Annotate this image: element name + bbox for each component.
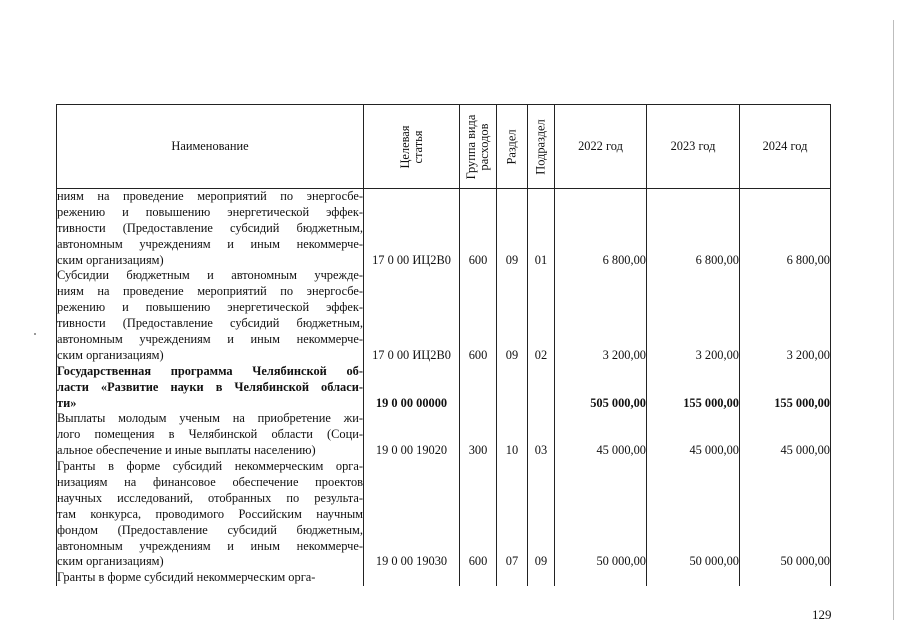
header-section-label: Раздел: [504, 128, 519, 165]
row-amount-2023: [647, 570, 740, 586]
row-amount-2022: 505 000,00: [555, 364, 647, 412]
row-amount-2024: 6 800,00: [740, 189, 831, 269]
row-name-line: Государственная программа Челябинской об-: [57, 363, 363, 378]
row-name-line: ниям на проведение мероприятий по энергосбе-: [57, 284, 363, 299]
row-expense-group: [460, 364, 497, 412]
header-expense-group-label: Группа вида расходов: [464, 114, 491, 179]
row-name-line: режению и повышению энергетической эффек-: [57, 300, 363, 315]
table-row: [57, 364, 831, 412]
header-target-article: [364, 105, 460, 189]
table-row: [57, 459, 831, 570]
row-subsection: 02: [528, 268, 555, 363]
row-name-line: лого помещения в Челябинской области (Соци-: [57, 427, 363, 442]
header-year-2024: 2024 год: [740, 105, 831, 189]
row-amount-2024: 155 000,00: [740, 364, 831, 412]
row-amount-2023: 155 000,00: [647, 364, 740, 412]
row-amount-2022: 50 000,00: [555, 459, 647, 570]
row-section: [497, 364, 528, 412]
row-name: [57, 570, 364, 586]
row-name-line: автономным учреждениям и иным некоммерче-: [57, 332, 363, 347]
row-subsection: [528, 364, 555, 412]
row-amount-2024: 3 200,00: [740, 268, 831, 363]
row-target-article: 17 0 00 ИЦ2В0: [364, 268, 460, 363]
row-name-line: Гранты в форме субсидий некоммерческим орга-: [57, 570, 316, 585]
row-name-line: тивности (Предоставление субсидий бюджетным,: [57, 220, 363, 235]
row-amount-2023: 6 800,00: [647, 189, 740, 269]
row-subsection: 03: [528, 411, 555, 459]
header-subsection: [528, 105, 555, 189]
row-name-line: Субсидии бюджетным и автономным учрежде-: [57, 268, 363, 283]
page-edge-line: [893, 20, 894, 620]
row-amount-2024: 45 000,00: [740, 411, 831, 459]
row-expense-group: 300: [460, 411, 497, 459]
budget-table: [56, 104, 831, 586]
header-year-2023: 2023 год: [647, 105, 740, 189]
row-subsection: 01: [528, 189, 555, 269]
row-section: 10: [497, 411, 528, 459]
row-section: 09: [497, 268, 528, 363]
scan-speck: [34, 333, 36, 335]
header-section: [497, 105, 528, 189]
table-row: [57, 189, 831, 269]
page-number: 129: [812, 607, 832, 622]
row-name-line: фондом (Предоставление субсидий бюджетным,: [57, 522, 363, 537]
row-expense-group: 600: [460, 189, 497, 269]
header-subsection-label: Подраздел: [533, 118, 548, 175]
row-target-article: 17 0 00 ИЦ2В0: [364, 189, 460, 269]
row-name-line: научных исследований, отобранных по результа-: [57, 490, 363, 505]
table-row: [57, 268, 831, 363]
row-name-line: ским организациям): [57, 347, 164, 362]
row-subsection: 09: [528, 459, 555, 570]
row-amount-2024: 50 000,00: [740, 459, 831, 570]
row-name-line: Выплаты молодым ученым на приобретение жи-: [57, 411, 363, 426]
row-amount-2022: 6 800,00: [555, 189, 647, 269]
row-amount-2024: [740, 570, 831, 586]
row-section: 09: [497, 189, 528, 269]
row-expense-group: [460, 570, 497, 586]
row-target-article: 19 0 00 00000: [364, 364, 460, 412]
row-name: [57, 189, 364, 269]
row-name: [57, 364, 364, 412]
row-amount-2022: [555, 570, 647, 586]
row-expense-group: 600: [460, 268, 497, 363]
row-section: [497, 570, 528, 586]
row-name: [57, 411, 364, 459]
row-name-line: автономным учреждениям и иным некоммерче-: [57, 538, 363, 553]
row-amount-2022: 45 000,00: [555, 411, 647, 459]
header-expense-group: [460, 105, 497, 189]
row-name-line: ти»: [57, 395, 77, 410]
row-target-article: [364, 570, 460, 586]
row-amount-2022: 3 200,00: [555, 268, 647, 363]
row-name-line: ским организациям): [57, 252, 164, 267]
header-name: Наименование: [57, 105, 364, 189]
row-name-line: ласти «Развитие науки в Челябинской обласи-: [57, 379, 363, 394]
table-row: [57, 570, 831, 586]
row-name-line: ниям на проведение мероприятий по энергосбе-: [57, 189, 363, 203]
row-amount-2023: 3 200,00: [647, 268, 740, 363]
row-name-line: ским организациям): [57, 554, 164, 569]
row-name-line: режению и повышению энергетической эффек-: [57, 204, 363, 219]
row-name-line: тивности (Предоставление субсидий бюджетным,: [57, 316, 363, 331]
row-name-line: альное обеспечение и иные выплаты населению): [57, 443, 316, 458]
row-name-line: автономным учреждениям и иным некоммерче-: [57, 236, 363, 251]
row-subsection: [528, 570, 555, 586]
row-name: [57, 268, 364, 363]
row-target-article: 19 0 00 19030: [364, 459, 460, 570]
table-row: [57, 411, 831, 459]
row-name-line: низациям на финансовое обеспечение проектов: [57, 475, 363, 490]
header-year-2022: 2022 год: [555, 105, 647, 189]
table-header-row: [57, 105, 831, 189]
row-section: 07: [497, 459, 528, 570]
row-target-article: 19 0 00 19020: [364, 411, 460, 459]
row-expense-group: 600: [460, 459, 497, 570]
row-amount-2023: 50 000,00: [647, 459, 740, 570]
row-amount-2023: 45 000,00: [647, 411, 740, 459]
table-body: [57, 189, 831, 587]
row-name-line: там конкурса, проводимого Российским научным: [57, 506, 363, 521]
row-name-line: Гранты в форме субсидий некоммерческим орга-: [57, 459, 363, 474]
header-target-article-label: Целевая статья: [397, 124, 425, 169]
row-name: [57, 459, 364, 570]
